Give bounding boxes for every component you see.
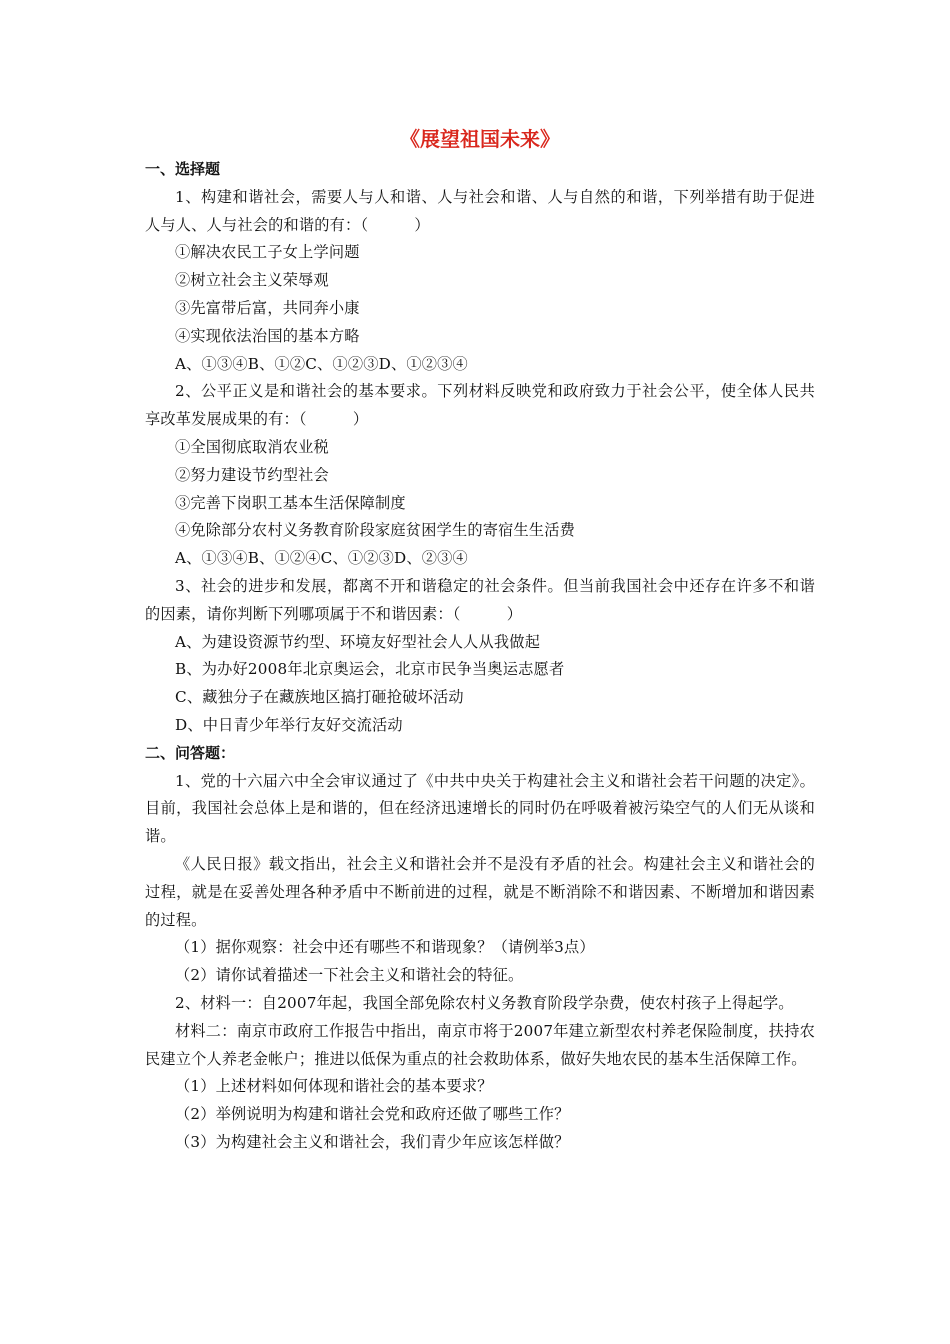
question-2-options: A、①③④B、①②④C、①②③D、②③④ xyxy=(175,549,468,568)
qa-1-subquestion: （2）请你试着描述一下社会主义和谐社会的特征。 xyxy=(175,966,524,985)
section-heading-qa: 二、问答题： xyxy=(145,743,236,762)
question-1-item: ①解决农民工子女上学问题 xyxy=(175,243,360,262)
question-1-options: A、①③④B、①②C、①②③D、①②③④ xyxy=(175,354,468,373)
question-1-item: ④实现依法治国的基本方略 xyxy=(175,326,360,345)
qa-2-subquestion: （3）为构建社会主义和谐社会，我们青少年应该怎样做？ xyxy=(175,1132,570,1151)
qa-2-subquestion: （2）举例说明为构建和谐社会党和政府还做了哪些工作？ xyxy=(175,1105,570,1124)
qa-2-material: 材料二：南京市政府工作报告中指出，南京市将于2007年建立新型农村养老保险制度，扶持农民建立个人养老金帐户；推进以低保为重点的社会救助体系，做好失地农民的基本生活保障工作。 xyxy=(145,1021,815,1068)
question-3-stem: 3、社会的进步和发展，都离不开和谐稳定的社会条件。但当前我国社会中还存在许多不和谐的因素，请你判断下列哪项属于不和谐因素：（ ） xyxy=(145,576,815,623)
question-3-option: B、为办好2008年北京奥运会，北京市民争当奥运志愿者 xyxy=(175,660,565,679)
qa-1-paragraph: 《人民日报》载文指出，社会主义和谐社会并不是没有矛盾的社会。构建社会主义和谐社会的过程，就是在妥善处理各种矛盾中不断前进的过程，就是不断消除不和谐因素、不断增加和谐因素的过程。 xyxy=(145,854,815,929)
question-3-option: A、为建设资源节约型、环境友好型社会人人从我做起 xyxy=(175,632,541,651)
question-2-item: ②努力建设节约型社会 xyxy=(175,465,329,484)
question-3-option: D、中日青少年举行友好交流活动 xyxy=(175,715,403,734)
question-2-item: ③完善下岗职工基本生活保障制度 xyxy=(175,493,406,512)
question-1-item: ③先富带后富，共同奔小康 xyxy=(175,298,360,317)
question-1-stem: 1、构建和谐社会，需要人与人和谐、人与社会和谐、人与自然的和谐，下列举措有助于促进人与人、人与社会的和谐的有：（ ） xyxy=(145,187,815,234)
question-2-stem: 2、公平正义是和谐社会的基本要求。下列材料反映党和政府致力于社会公平，使全体人民共享改革发展成果的有：（ ） xyxy=(145,382,815,429)
qa-2-subquestion: （1）上述材料如何体现和谐社会的基本要求？ xyxy=(175,1077,493,1096)
qa-2-material: 2、材料一：自2007年起，我国全部免除农村义务教育阶段学杂费，使农村孩子上得起学。 xyxy=(175,993,794,1012)
document-page xyxy=(145,126,815,1157)
question-1-item: ②树立社会主义荣辱观 xyxy=(175,271,329,290)
section-heading-choice: 一、选择题 xyxy=(145,160,221,178)
question-3-option: C、藏独分子在藏族地区搞打砸抢破坏活动 xyxy=(175,688,464,707)
document-title: 《展望祖国未来》 xyxy=(400,127,560,151)
qa-1-subquestion: （1）据你观察：社会中还有哪些不和谐现象？（请例举3点） xyxy=(175,938,595,957)
question-2-item: ④免除部分农村义务教育阶段家庭贫困学生的寄宿生生活费 xyxy=(175,521,576,540)
qa-1-paragraph: 1、党的十六届六中全会审议通过了《中共中央关于构建社会主义和谐社会若干问题的决定》。目前，我国社会总体上是和谐的，但在经济迅速增长的同时仍在呼吸着被污染空气的人们无从谈和谐。 xyxy=(145,771,815,846)
question-2-item: ①全国彻底取消农业税 xyxy=(175,437,329,456)
